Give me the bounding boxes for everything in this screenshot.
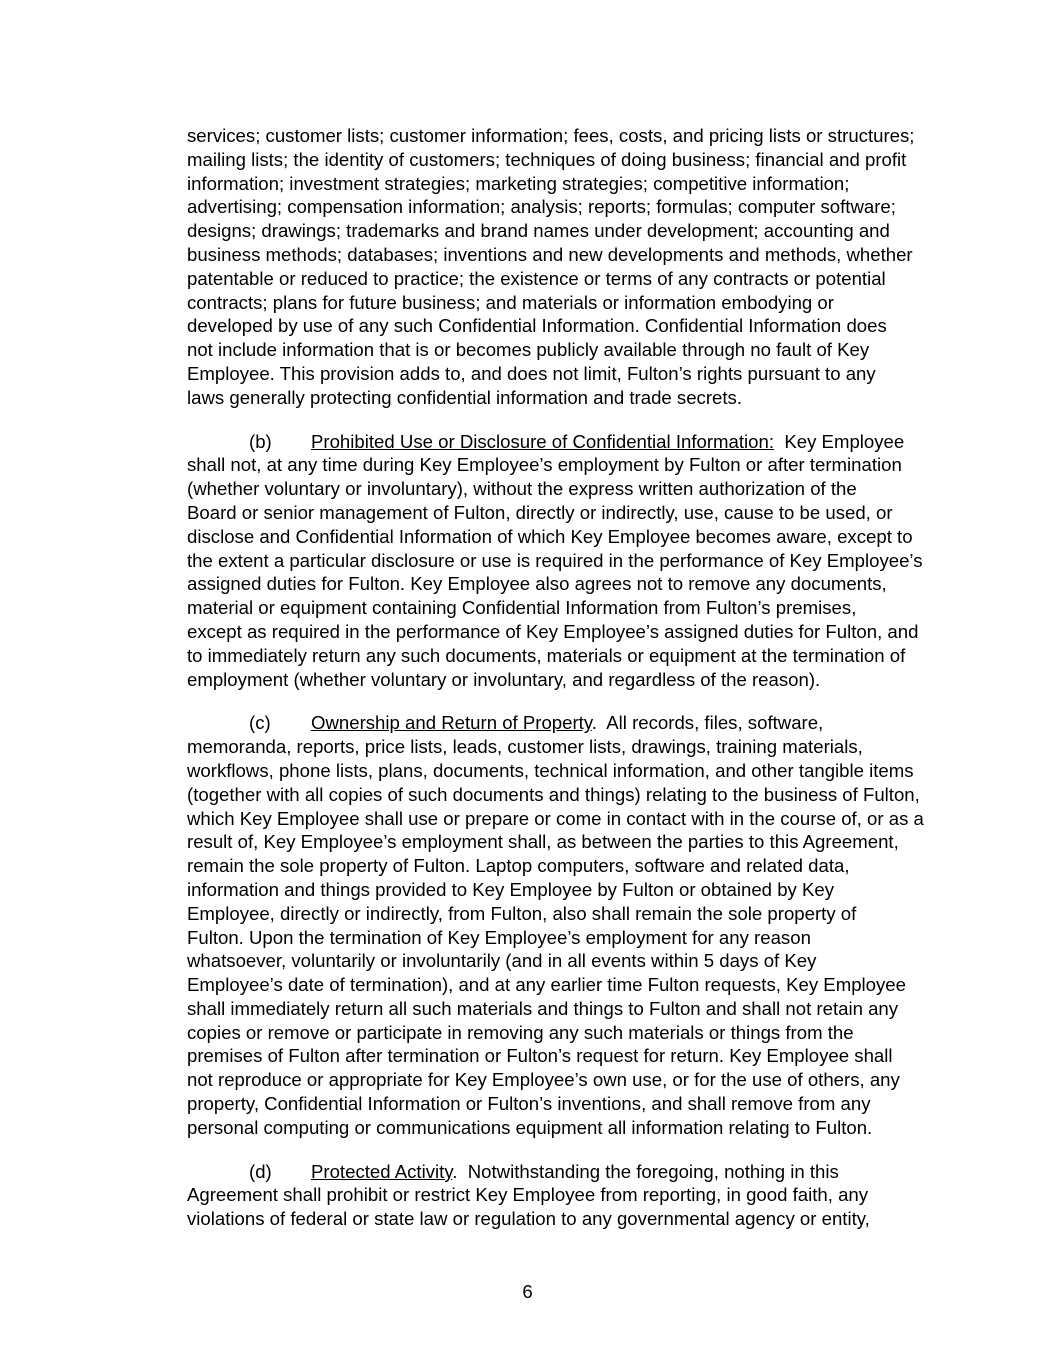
text-line: designs; drawings; trademarks and brand names under development; accounting and (187, 220, 890, 242)
text-line: except as required in the performance of Key Employee’s assigned duties for Fulton, and (187, 620, 919, 642)
page-body (187, 124, 937, 1231)
section-d (187, 1160, 937, 1231)
text-line: which Key Employee shall use or prepare or come in contact with in the course of, or as a (187, 807, 924, 829)
text-line: business methods; databases; inventions and new developments and methods, whether (187, 243, 913, 265)
section-b (187, 430, 937, 692)
text-line: copies or remove or participate in removing any such materials or things from the (187, 1021, 854, 1043)
page-number: 6 (522, 1281, 533, 1302)
text-line: not include information that is or becomes publicly available through no fault of Key (187, 339, 870, 361)
text-line: remain the sole property of Fulton. Laptop computers, software and related data, (187, 855, 850, 877)
section-b-heading: Prohibited Use or Disclosure of Confidential Information: (311, 430, 775, 452)
section-d-heading: Protected Activity (311, 1160, 453, 1182)
text-line: mailing lists; the identity of customers; techniques of doing business; financial and profit (187, 148, 907, 170)
paragraph-a-continued (187, 124, 937, 410)
text-line: assigned duties for Fulton. Key Employee also agrees not to remove any documents, (187, 573, 887, 595)
section-c-heading: Ownership and Return of Property (311, 712, 592, 734)
text-line: violations of federal or state law or regulation to any governmental agency or entity, (187, 1208, 870, 1230)
text-line: premises of Fulton after termination or Fulton’s request for return. Key Employee shall (187, 1045, 893, 1067)
text-line: property, Confidential Information or Fulton’s inventions, and shall remove from any (187, 1093, 871, 1115)
section-b-marker: (b) (249, 430, 272, 452)
text-line: personal computing or communications equipment all information relating to Fulton. (187, 1116, 873, 1138)
paragraph-spacer (187, 691, 937, 711)
text-line: information; investment strategies; marketing strategies; competitive information; (187, 172, 850, 194)
text-line: Board or senior management of Fulton, directly or indirectly, use, cause to be used, or (187, 501, 893, 523)
section-c (187, 711, 937, 1139)
text-line: employment (whether voluntary or involuntary, and regardless of the reason). (187, 668, 821, 690)
text-line: laws generally protecting confidential information and trade secrets. (187, 386, 743, 408)
text-line: material or equipment containing Confidential Information from Fulton’s premises, (187, 597, 857, 619)
section-d-first-line (187, 1160, 937, 1184)
text-line: advertising; compensation information; analysis; reports; formulas; computer software; (187, 196, 896, 218)
section-c-lead-text: . All records, files, software, (591, 712, 824, 734)
text-line: disclose and Confidential Information of which Key Employee becomes aware, except to (187, 525, 913, 547)
text-line: whatsoever, voluntarily or involuntarily (and in all events within 5 days of Key (187, 950, 817, 972)
paragraph-spacer (187, 1140, 937, 1160)
paragraph-spacer (187, 410, 937, 430)
text-line: information and things provided to Key Employee by Fulton or obtained by Key (187, 878, 835, 900)
text-line: memoranda, reports, price lists, leads, customer lists, drawings, training materials, (187, 736, 863, 758)
text-line: shall immediately return all such materials and things to Fulton and shall not retain any (187, 997, 899, 1019)
text-line: Employee’s date of termination), and at any earlier time Fulton requests, Key Employee (187, 974, 906, 996)
text-line: contracts; plans for future business; and materials or information embodying or (187, 291, 834, 313)
section-c-first-line (187, 711, 937, 735)
section-b-first-line (187, 430, 937, 454)
section-d-lead-text: . Notwithstanding the foregoing, nothing in this (452, 1160, 839, 1182)
text-line: (whether voluntary or involuntary), without the express written authorization of the (187, 478, 857, 500)
text-line: services; customer lists; customer information; fees, costs, and pricing lists or structures; (187, 125, 915, 146)
section-b-lead-text: Key Employee (774, 430, 905, 452)
text-line: not reproduce or appropriate for Key Employee’s own use, or for the use of others, any (187, 1069, 900, 1091)
section-d-marker: (d) (249, 1160, 272, 1182)
text-line: developed by use of any such Confidential Information. Confidential Information does (187, 315, 887, 337)
text-line: Employee, directly or indirectly, from Fulton, also shall remain the sole property of (187, 902, 857, 924)
text-line: result of, Key Employee’s employment shall, as between the parties to this Agreement, (187, 831, 899, 853)
text-line: Agreement shall prohibit or restrict Key Employee from reporting, in good faith, any (187, 1184, 869, 1206)
text-line: patentable or reduced to practice; the existence or terms of any contracts or potential (187, 267, 886, 289)
text-line: workflows, phone lists, plans, documents, technical information, and other tangible items (187, 759, 914, 781)
text-line: Fulton. Upon the termination of Key Employee’s employment for any reason (187, 926, 811, 948)
text-line: the extent a particular disclosure or use is required in the performance of Key Employee’s (187, 549, 923, 571)
text-line: Employee. This provision adds to, and does not limit, Fulton’s rights pursuant to any (187, 362, 876, 384)
text-line: to immediately return any such documents, materials or equipment at the termination of (187, 644, 906, 666)
text-line: (together with all copies of such documents and things) relating to the business of Fulton, (187, 783, 920, 805)
text-line: shall not, at any time during Key Employee’s employment by Fulton or after termination (187, 454, 902, 476)
section-c-marker: (c) (249, 712, 271, 734)
